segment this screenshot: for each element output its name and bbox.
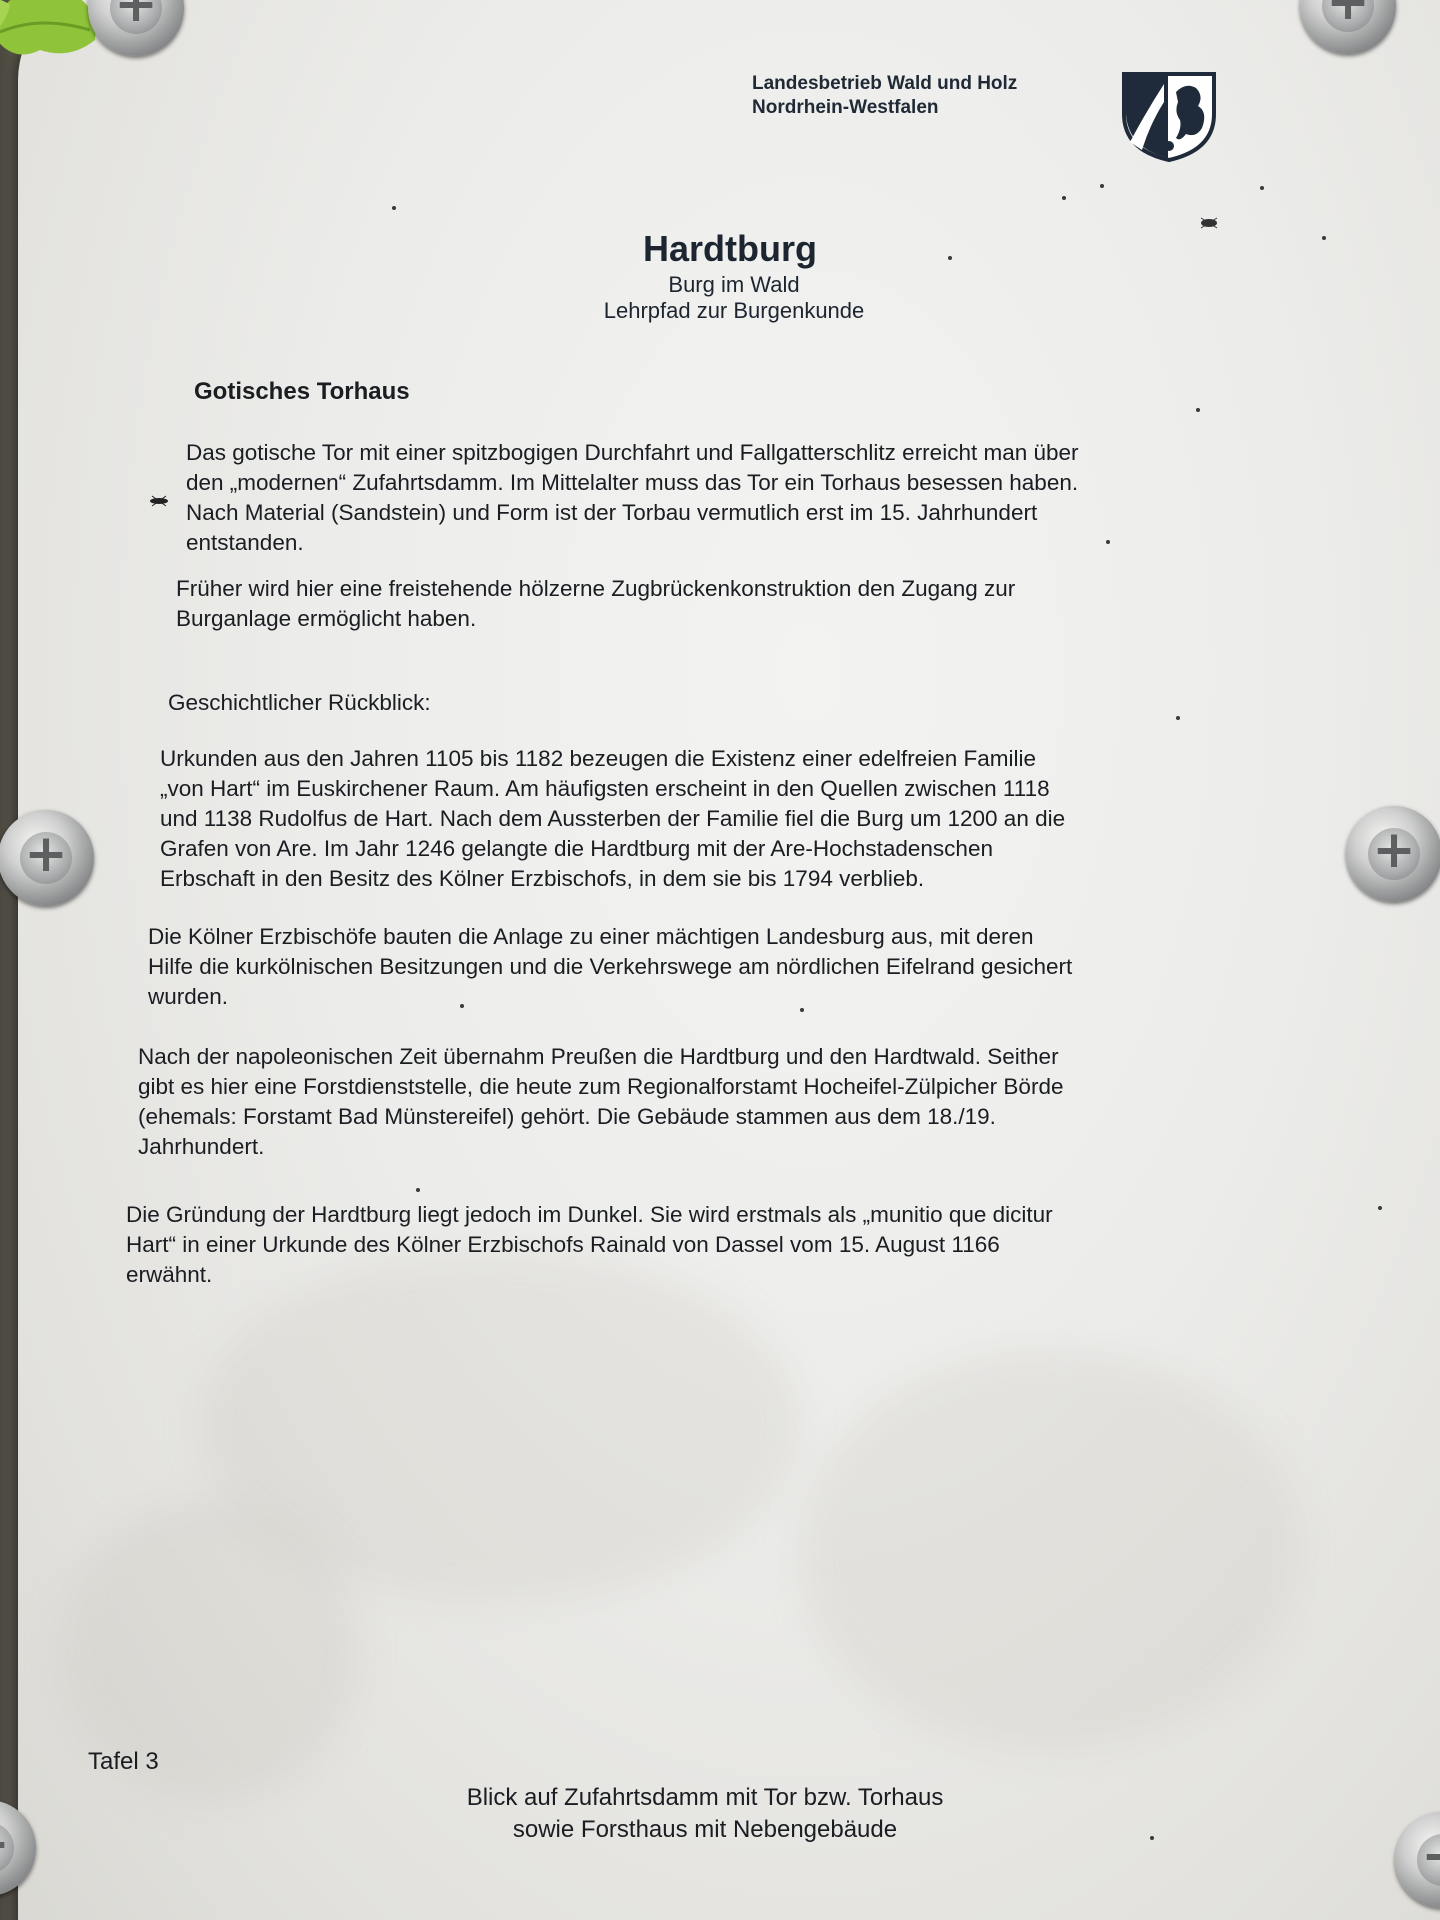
speck	[1062, 196, 1066, 200]
caption-line: Blick auf Zufahrtsdamm mit Tor bzw. Torhaus	[466, 1784, 944, 1811]
paragraph-line: Nach der napoleonischen Zeit übernahm Preußen die Hardtburg und den Hardtwald. Seither	[138, 1044, 1059, 1069]
paragraph-2	[176, 574, 1015, 634]
paragraph-line: Grafen von Are. Im Jahr 1246 gelangte die Hardtburg mit der Are-Hochstadenschen	[160, 836, 993, 861]
insect-icon	[1196, 216, 1222, 230]
section-heading: Gotisches Torhaus	[194, 378, 410, 405]
insect-icon	[146, 494, 172, 508]
paragraph-line: Jahrhundert.	[138, 1134, 265, 1159]
screw-icon	[1346, 806, 1440, 902]
paragraph-1	[186, 438, 1079, 558]
paragraph-line: entstanden.	[186, 530, 304, 555]
paragraph-5	[138, 1042, 1063, 1162]
speck	[416, 1188, 420, 1192]
paragraph-line: den „modernen“ Zufahrtsdamm. Im Mittelalter muss das Tor ein Torhaus besessen haben.	[186, 470, 1079, 495]
speck	[1150, 1836, 1154, 1840]
subtitle-1: Burg im Wald	[668, 272, 800, 297]
speck	[1176, 716, 1180, 720]
organization-line-1: Landesbetrieb Wald und Holz	[752, 73, 1018, 94]
paragraph-line: Nach Material (Sandstein) und Form ist der Torbau vermutlich erst im 15. Jahrhundert	[186, 500, 1038, 525]
paragraph-line: Die Kölner Erzbischöfe bauten die Anlage zu einer mächtigen Landesburg aus, mit deren	[148, 924, 1034, 949]
paragraph-line: Burganlage ermöglicht haben.	[176, 606, 477, 631]
speck	[1378, 1206, 1382, 1210]
caption-line: sowie Forsthaus mit Nebengebäude	[512, 1816, 898, 1843]
plate-stain	[800, 1350, 1300, 1750]
paragraph-line: Erbschaft in den Besitz des Kölner Erzbischofs, in dem sie bis 1794 verblieb.	[160, 866, 925, 891]
subtitle-2: Lehrpfad zur Burgenkunde	[603, 298, 865, 323]
organization-name	[752, 72, 1017, 120]
organization-line-2: Nordrhein-Westfalen	[752, 97, 939, 118]
speck	[1322, 236, 1326, 240]
caption	[0, 1782, 1410, 1846]
paragraph-6	[126, 1200, 1053, 1290]
paragraph-line: und 1138 Rudolfus de Hart. Nach dem Aussterben der Familie fiel die Burg um 1200 an die	[160, 806, 1066, 831]
paragraph-line: wurden.	[148, 984, 229, 1009]
speck	[1100, 184, 1104, 188]
screw-icon	[0, 810, 94, 906]
paragraph-4	[148, 922, 1072, 1012]
paragraph-3	[160, 744, 1065, 894]
speck	[460, 1004, 464, 1008]
page-title: Hardtburg	[643, 228, 817, 269]
speck	[1260, 186, 1264, 190]
speck	[1106, 540, 1110, 544]
paragraph-line: Früher wird hier eine freistehende hölzerne Zugbrückenkonstruktion den Zugang zur	[176, 576, 1016, 601]
paragraph-line: Urkunden aus den Jahren 1105 bis 1182 bezeugen die Existenz einer edelfreien Familie	[160, 746, 1036, 771]
paragraph-line: „von Hart“ im Euskirchener Raum. Am häufigsten erscheint in den Quellen zwischen 1118	[160, 776, 1050, 801]
coat-of-arms-icon	[1120, 72, 1218, 162]
speck	[392, 206, 396, 210]
paragraph-line: Hilfe die kurkölnischen Besitzungen und die Verkehrswege am nördlichen Eifelrand gesichert	[148, 954, 1073, 979]
paragraph-line: Hart“ in einer Urkunde des Kölner Erzbischofs Rainald von Dassel vom 15. August 1166	[126, 1232, 1000, 1257]
paragraph-line: (ehemals: Forstamt Bad Münstereifel) gehört. Die Gebäude stammen aus dem 18./19.	[138, 1104, 996, 1129]
tafel-label: Tafel 3	[88, 1748, 159, 1775]
paragraph-line: erwähnt.	[126, 1262, 213, 1287]
paragraph-line: Das gotische Tor mit einer spitzbogigen Durchfahrt und Fallgatterschlitz erreicht man über	[186, 440, 1079, 465]
history-heading: Geschichtlicher Rückblick:	[168, 690, 431, 715]
speck	[800, 1008, 804, 1012]
speck	[948, 256, 952, 260]
speck	[1196, 408, 1200, 412]
paragraph-line: Die Gründung der Hardtburg liegt jedoch im Dunkel. Sie wird erstmals als „munitio que dicitur	[126, 1202, 1053, 1227]
paragraph-line: gibt es hier eine Forstdienststelle, die heute zum Regionalforstamt Hocheifel-Zülpicher Börde	[138, 1074, 1064, 1099]
